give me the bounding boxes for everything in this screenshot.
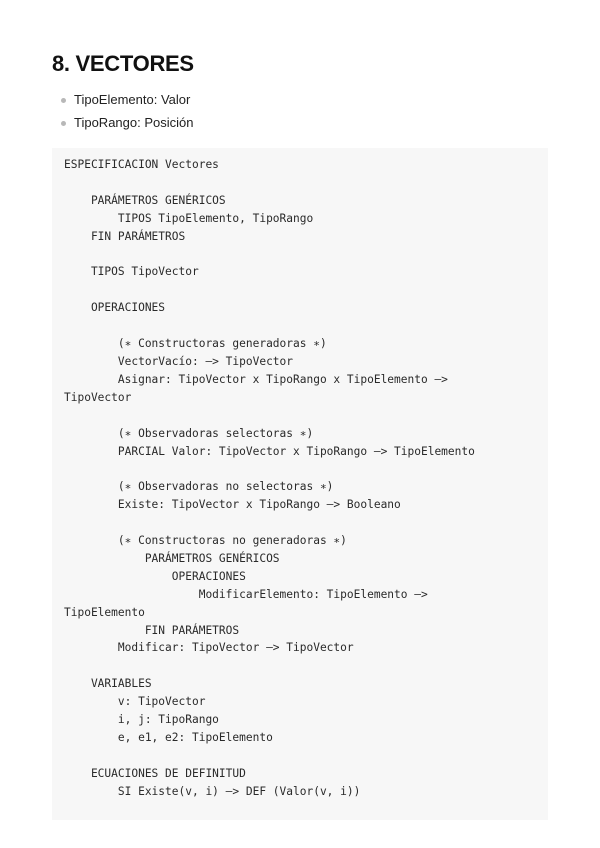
code-line: VectorVacío: —> TipoVector [64, 354, 294, 368]
code-line: (∗ Constructoras generadoras ∗) [64, 337, 327, 351]
code-line: TIPOS TipoVector [64, 265, 199, 279]
code-text [64, 156, 536, 801]
code-line: FIN PARÁMETROS [64, 229, 186, 243]
code-line: v: TipoVector [64, 695, 206, 709]
code-line: TipoElemento [64, 605, 145, 619]
code-line: PARCIAL Valor: TipoVector x TipoRango —> TipoElemento [64, 444, 475, 458]
list-item [52, 113, 193, 136]
code-block [52, 148, 548, 820]
code-line: FIN PARÁMETROS [64, 623, 240, 637]
code-line: PARÁMETROS GENÉRICOS [64, 193, 226, 207]
code-line: (∗ Observadoras selectoras ∗) [64, 426, 314, 440]
bullet-list [52, 90, 193, 136]
code-line: ECUACIONES DE DEFINITUD [64, 766, 246, 780]
code-line: Modificar: TipoVector —> TipoVector [64, 641, 354, 655]
code-line: (∗ Constructoras no generadoras ∗) [64, 534, 347, 548]
code-line: ModificarElemento: TipoElemento —> [64, 587, 428, 601]
list-item-text: TipoRango: Posición [74, 115, 194, 130]
code-line: TIPOS TipoElemento, TipoRango [64, 211, 314, 225]
code-line: (∗ Observadoras no selectoras ∗) [64, 480, 334, 494]
code-line: i, j: TipoRango [64, 713, 219, 727]
code-line: OPERACIONES [64, 569, 246, 583]
code-line: OPERACIONES [64, 301, 166, 315]
code-line: Existe: TipoVector x TipoRango —> Booleano [64, 498, 401, 512]
code-line: VARIABLES [64, 677, 152, 691]
code-line: ESPECIFICACION Vectores [64, 158, 219, 171]
list-item [52, 90, 193, 113]
code-line: Asignar: TipoVector x TipoRango x TipoElemento —> [64, 372, 448, 386]
code-line: TipoVector [64, 390, 132, 404]
code-line: SI Existe(v, i) —> DEF (Valor(v, i)) [64, 784, 361, 798]
bullet-icon [61, 121, 66, 126]
code-line: e, e1, e2: TipoElemento [64, 731, 273, 744]
list-item-text: TipoElemento: Valor [74, 92, 191, 107]
section-heading: 8. VECTORES [52, 51, 194, 76]
bullet-icon [61, 98, 66, 103]
code-line: PARÁMETROS GENÉRICOS [64, 551, 280, 565]
